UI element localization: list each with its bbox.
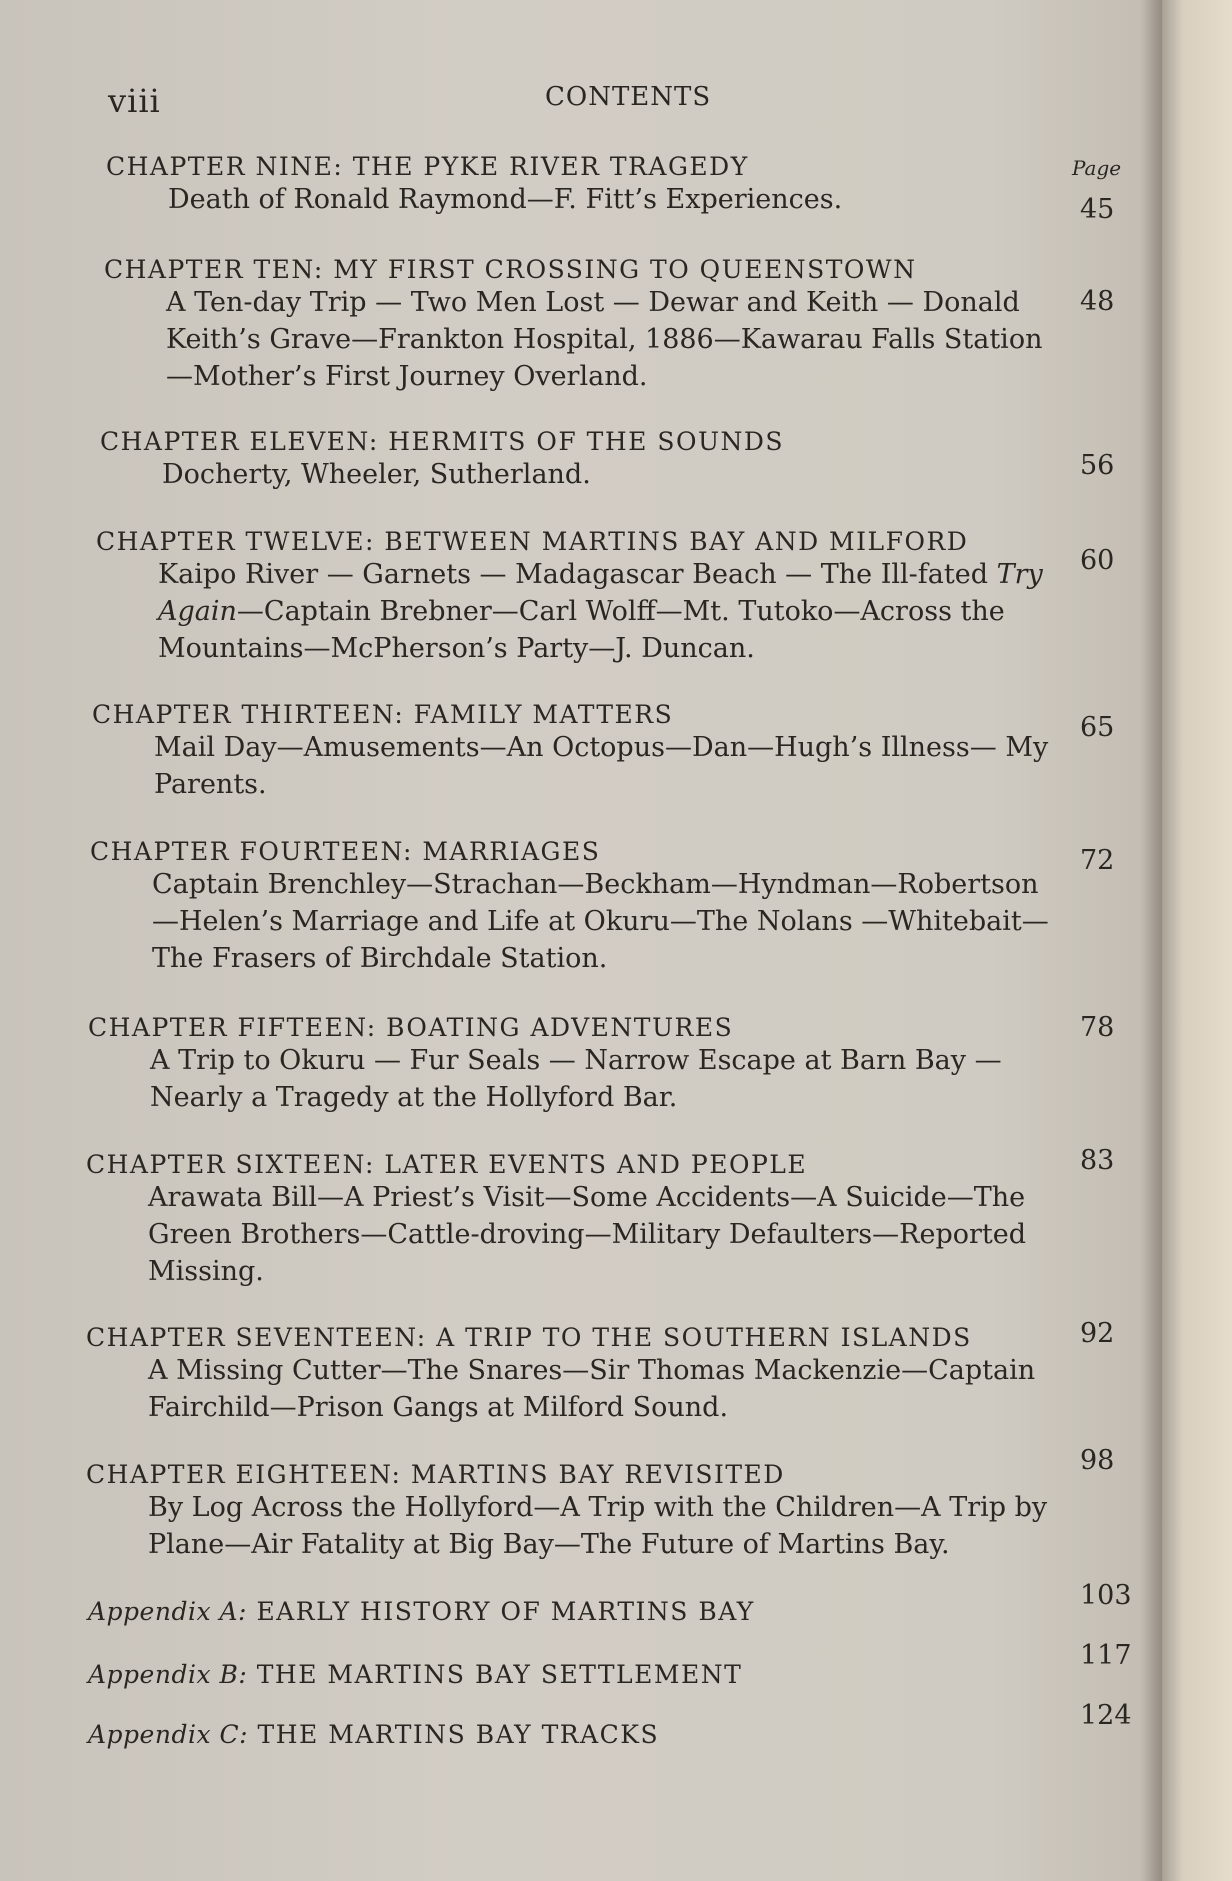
toc-entry-appendix-a[interactable]: [88, 1597, 755, 1626]
gutter-shadow: [1140, 0, 1162, 1881]
chapter-heading: CHAPTER NINE: THE PYKE RIVER TRAGEDY: [106, 152, 749, 181]
chapter-description: A Ten-day Trip — Two Men Lost — Dewar and Keith — Donald Keith’s Grave—Frankton Hospital, 1886—Kawarau Falls Station —Mother’s First Journey Overland.: [166, 287, 1043, 392]
appendix-label: Appendix A:: [88, 1597, 247, 1626]
toc-entry-chapter-twelve[interactable]: [96, 527, 1096, 667]
toc-entry-chapter-eleven[interactable]: [100, 427, 1100, 493]
page-number: 65: [1080, 712, 1115, 743]
appendix-title: THE MARTINS BAY TRACKS: [257, 1720, 660, 1749]
page-number: 103: [1080, 1580, 1132, 1611]
page-number: 124: [1080, 1700, 1132, 1731]
chapter-description: [158, 556, 1063, 667]
page-number: 56: [1080, 450, 1115, 481]
desc-text: Kaipo River — Garnets — Madagascar Beach — The Ill-fated: [158, 559, 997, 590]
toc-entry-chapter-seventeen[interactable]: [86, 1323, 1086, 1426]
page-number: 72: [1080, 845, 1115, 876]
toc-entry-chapter-sixteen[interactable]: [86, 1150, 1086, 1290]
running-head: CONTENTS: [545, 82, 712, 112]
toc-entry-chapter-ten[interactable]: [104, 255, 1104, 395]
toc-entry-chapter-eighteen[interactable]: [86, 1460, 1086, 1563]
page-number: 92: [1080, 1318, 1115, 1349]
toc-entry-chapter-thirteen[interactable]: [92, 700, 1092, 803]
chapter-heading: CHAPTER SEVENTEEN: A TRIP TO THE SOUTHERN ISLANDS: [86, 1323, 972, 1352]
page-number: 98: [1080, 1445, 1115, 1476]
chapter-heading: CHAPTER ELEVEN: HERMITS OF THE SOUNDS: [100, 427, 785, 456]
appendix-label: Appendix C:: [88, 1720, 249, 1749]
page-number: 48: [1080, 286, 1115, 317]
toc-entry-appendix-b[interactable]: [88, 1660, 742, 1689]
chapter-description: Docherty, Wheeler, Sutherland.: [162, 459, 591, 490]
chapter-heading: CHAPTER TWELVE: BETWEEN MARTINS BAY AND MILFORD: [96, 527, 969, 556]
chapter-description: Captain Brenchley—Strachan—Beckham—Hyndman—Robertson—Helen’s Marriage and Life at Okuru—The Nolans —Whitebait—The Frasers of Birchdale Station.: [152, 869, 1049, 974]
appendix-title: THE MARTINS BAY SETTLEMENT: [256, 1660, 743, 1689]
ship-name: Try Again: [158, 559, 1043, 627]
chapter-description: Arawata Bill—A Priest’s Visit—Some Accidents—A Suicide—The Green Brothers—Cattle-droving—Military Defaulters—Reported Missing.: [148, 1182, 1027, 1287]
page-column-label: Page: [1072, 156, 1122, 180]
chapter-description: A Trip to Okuru — Fur Seals — Narrow Escape at Barn Bay — Nearly a Tragedy at the Hollyford Bar.: [150, 1045, 1002, 1113]
page-folio: viii: [108, 82, 161, 120]
chapter-heading: CHAPTER TEN: MY FIRST CROSSING TO QUEENSTOWN: [104, 255, 917, 284]
appendix-label: Appendix B:: [88, 1660, 248, 1689]
chapter-description: A Missing Cutter—The Snares—Sir Thomas Mackenzie—Captain Fairchild—Prison Gangs at Milford Sound.: [148, 1355, 1036, 1423]
chapter-heading: CHAPTER SIXTEEN: LATER EVENTS AND PEOPLE: [86, 1150, 808, 1179]
chapter-description: By Log Across the Hollyford—A Trip with the Children—A Trip by Plane—Air Fatality at Big Bay—The Future of Martins Bay.: [148, 1492, 1048, 1560]
page-number: 117: [1080, 1640, 1132, 1671]
chapter-heading: CHAPTER EIGHTEEN: MARTINS BAY REVISITED: [86, 1460, 785, 1489]
toc-entry-appendix-c[interactable]: [88, 1720, 659, 1749]
toc-entry-chapter-fifteen[interactable]: [88, 1013, 1088, 1116]
page-number: 45: [1080, 194, 1115, 225]
chapter-heading: CHAPTER FIFTEEN: BOATING ADVENTURES: [88, 1013, 734, 1042]
chapter-heading: CHAPTER FOURTEEN: MARRIAGES: [90, 837, 601, 866]
adjacent-page-edge: [1162, 0, 1232, 1881]
desc-text: —Captain Brebner—Carl Wolff—Mt. Tutoko—Across the Mountains—McPherson’s Party—J. Duncan.: [158, 596, 1005, 664]
appendix-title: EARLY HISTORY OF MARTINS BAY: [256, 1597, 755, 1626]
chapter-description: Mail Day—Amusements—An Octopus—Dan—Hugh’s Illness— My Parents.: [154, 732, 1049, 800]
toc-entry-chapter-fourteen[interactable]: [90, 837, 1090, 977]
page-number: 60: [1080, 545, 1115, 576]
chapter-heading: CHAPTER THIRTEEN: FAMILY MATTERS: [92, 700, 674, 729]
page-number: 83: [1080, 1145, 1115, 1176]
toc-entry-chapter-nine[interactable]: [106, 152, 1106, 218]
chapter-description: Death of Ronald Raymond—F. Fitt’s Experiences.: [168, 184, 843, 215]
page-number: 78: [1080, 1012, 1115, 1043]
